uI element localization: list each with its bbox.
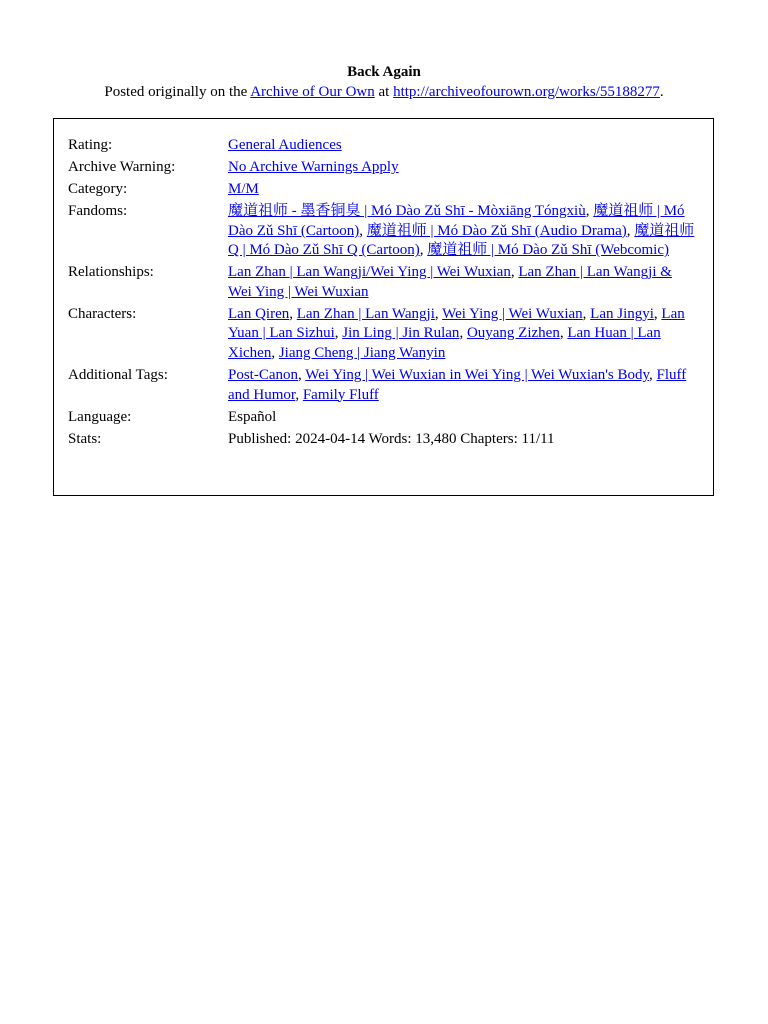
warning-tags <box>228 158 698 180</box>
relationship-tag-link[interactable]: Lan Zhan | Lan Wangji/Wei Ying | Wei Wuxian <box>228 264 511 281</box>
warning-tag-link[interactable]: No Archive Warnings Apply <box>228 159 399 176</box>
fandom-tag-link[interactable]: 魔道祖师 - 墨香铜臭 | Mó Dào Zǔ Shī - Mòxiāng Tóngxiù <box>228 203 586 220</box>
meta-row-relationships <box>68 263 698 305</box>
archive-link[interactable]: Archive of Our Own <box>250 84 375 100</box>
category-tag-link[interactable]: M/M <box>228 181 259 198</box>
fandoms-label: Fandoms: <box>68 203 128 220</box>
category-label: Category: <box>68 181 128 198</box>
meta-row-category <box>68 180 698 202</box>
character-tag-link[interactable]: Lan Jingyi <box>590 305 654 322</box>
character-tag-link[interactable]: Lan Qiren <box>228 305 290 322</box>
relationship-tag-link[interactable]: Lan Zhan | Lan Wangji & Wei Ying | Wei Wuxian <box>228 264 672 300</box>
meta-row-stats <box>68 430 698 452</box>
rating-tag-link[interactable]: General Audiences <box>228 137 342 153</box>
fandom-tag-link[interactable]: 魔道祖师 | Mó Dào Zǔ Shī (Audio Drama) <box>366 222 627 239</box>
meta-row-additional-tags <box>68 366 698 408</box>
posted-suffix: . <box>659 84 664 100</box>
character-tag-link[interactable]: Lan Yuan | Lan Sizhui <box>228 305 685 342</box>
fandom-tag-link[interactable]: 魔道祖师 | Mó Dào Zǔ Shī (Cartoon) <box>228 203 685 239</box>
fandom-tag-link[interactable]: 魔道祖师Q | Mó Dào Zǔ Shī Q (Cartoon) <box>228 222 695 259</box>
relationships-label: Relationships: <box>68 264 154 281</box>
meta-row-language <box>68 408 698 430</box>
stats-value: Published: 2024-04-14 Words: 13,480 Chapters: 11/11 <box>228 430 555 447</box>
language-label: Language: <box>68 408 132 425</box>
warning-label: Archive Warning: <box>68 159 176 176</box>
characters-label: Characters: <box>68 305 137 322</box>
posted-line <box>0 82 768 102</box>
freeform-tag-link[interactable]: Post-Canon <box>228 367 299 384</box>
additional-tags-label: Additional Tags: <box>68 367 168 384</box>
relationships-tags: Lan Zhan | Lan Wangji/Wei Ying | Wei Wuxian, Lan Zhan | Lan Wangji & Wei Ying | Wei Wuxian <box>228 264 672 300</box>
character-tag-link[interactable]: Jin Ling | Jin Rulan <box>342 325 460 342</box>
meta-row-characters <box>68 305 698 366</box>
character-tag-link[interactable]: Wei Ying | Wei Wuxian <box>442 305 583 322</box>
rating-label: Rating: <box>68 137 113 153</box>
meta-row-rating <box>68 136 698 158</box>
meta-row-warning <box>68 158 698 180</box>
rating-tags <box>228 136 698 158</box>
fandom-tag-link[interactable]: 魔道祖师 | Mó Dào Zǔ Shī (Webcomic) <box>427 242 669 259</box>
category-tags <box>228 180 698 202</box>
additional-tags: Post-Canon, Wei Ying | Wei Wuxian in Wei Ying | Wei Wuxian's Body, Fluff and Humor, Family Fluff <box>228 367 687 403</box>
freeform-tag-link[interactable]: Family Fluff <box>302 386 379 403</box>
freeform-tag-link[interactable]: Fluff and Humor <box>228 367 687 403</box>
work-url-link[interactable]: http://archiveofourown.org/works/55188277 <box>393 84 660 100</box>
work-title: Back Again <box>347 64 421 80</box>
character-tag-link[interactable]: Lan Huan | Lan Xichen <box>228 325 661 361</box>
character-tag-link[interactable]: Jiang Cheng | Jiang Wanyin <box>278 344 446 361</box>
characters-tags: Lan Qiren, Lan Zhan | Lan Wangji, Wei Ying | Wei Wuxian, Lan Jingyi, Lan Yuan | Lan Sizhui, Jin Ling | Jin Rulan, Ouyang Zizhen, Lan Huan | Lan Xichen, Jiang Cheng | Jiang Wanyin <box>228 305 685 361</box>
work-header <box>0 62 768 102</box>
freeform-tag-link[interactable]: Wei Ying | Wei Wuxian in Wei Ying | Wei Wuxian's Body <box>305 367 650 384</box>
work-meta-table <box>68 136 698 452</box>
meta-row-fandoms <box>68 202 698 263</box>
character-tag-link[interactable]: Lan Zhan | Lan Wangji <box>296 305 435 322</box>
language-value: Español <box>228 408 277 425</box>
character-tag-link[interactable]: Ouyang Zizhen <box>466 325 560 342</box>
posted-prefix: Posted originally on the <box>104 84 251 100</box>
stats-label: Stats: <box>68 430 102 447</box>
posted-middle: at <box>374 84 394 100</box>
fandoms-tags: 魔道祖师 - 墨香铜臭 | Mó Dào Zǔ Shī - Mòxiāng Tóngxiù, 魔道祖师 | Mó Dào Zǔ Shī (Cartoon), 魔道祖师 | Mó Dào Zǔ Shī (Audio Drama), 魔道祖师Q | Mó Dào Zǔ Shī Q (Cartoon), 魔道祖师 | Mó Dào Zǔ Shī (Webcomic) <box>228 203 695 259</box>
work-meta-box <box>53 118 714 496</box>
